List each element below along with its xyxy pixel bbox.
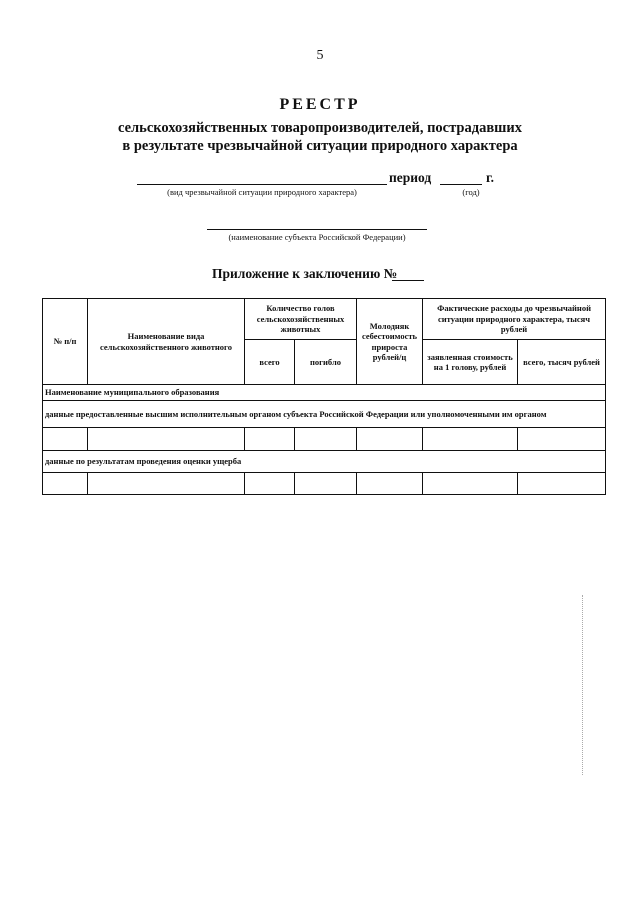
section-municipal: Наименование муниципального образования xyxy=(43,385,606,401)
registry-table xyxy=(42,298,606,495)
period-label: период xyxy=(389,170,432,185)
table-cell xyxy=(423,428,518,451)
header-quantity: Количество голов сельскохозяйственных животных xyxy=(245,299,357,340)
subject-blank xyxy=(207,229,427,230)
table-row xyxy=(43,473,606,495)
year-hint: (год) xyxy=(462,187,480,197)
table-cell xyxy=(245,428,295,451)
table-cell xyxy=(245,473,295,495)
table-cell xyxy=(295,428,357,451)
table-cell xyxy=(295,473,357,495)
header-young: Молодняк себестоимость прироста рублей/ц xyxy=(357,299,423,385)
emergency-type-blank xyxy=(137,184,387,185)
table-cell xyxy=(518,428,606,451)
table-cell xyxy=(43,473,88,495)
table-cell xyxy=(88,428,245,451)
section-authority: данные предоставленные высшим исполнительным органом субъекта Российской Федерации или уполномоченными им органом xyxy=(43,401,606,428)
document-subtitle xyxy=(0,119,640,155)
header-quantity-total: всего xyxy=(245,340,295,385)
header-quantity-dead: погибло xyxy=(295,340,357,385)
year-blank xyxy=(440,184,482,185)
header-expenses: Фактические расходы до чрезвычайной ситуации природного характера, тысяч рублей xyxy=(423,299,606,340)
emergency-type-hint: (вид чрезвычайной ситуации природного характера) xyxy=(167,187,357,197)
table-cell xyxy=(357,428,423,451)
table-cell xyxy=(43,428,88,451)
table-row xyxy=(43,428,606,451)
page-number: 5 xyxy=(316,48,324,63)
subject-hint: (наименование субъекта Российской Федерации) xyxy=(228,232,406,242)
header-num: № п/п xyxy=(43,299,88,385)
table-cell xyxy=(357,473,423,495)
subtitle-line-2: в результате чрезвычайной ситуации природного характера xyxy=(122,138,518,154)
scan-artifact-line xyxy=(582,595,583,775)
appendix-label: Приложение к заключению № xyxy=(212,266,398,281)
table-cell xyxy=(88,473,245,495)
section-assessment: данные по результатам проведения оценки ущерба xyxy=(43,451,606,473)
header-total-thousand: всего, тысяч рублей xyxy=(518,340,606,385)
header-declared-cost: заявленная стоимость на 1 голову, рублей xyxy=(423,340,518,385)
year-suffix: г. xyxy=(486,170,494,185)
header-animal-name: Наименование вида сельскохозяйственного животного xyxy=(88,299,245,385)
table-cell xyxy=(518,473,606,495)
table-cell xyxy=(423,473,518,495)
document-title: РЕЕСТР xyxy=(279,96,361,113)
subtitle-line-1: сельскохозяйственных товаропроизводителей, пострадавших xyxy=(117,120,522,136)
appendix-number-blank xyxy=(392,280,424,281)
